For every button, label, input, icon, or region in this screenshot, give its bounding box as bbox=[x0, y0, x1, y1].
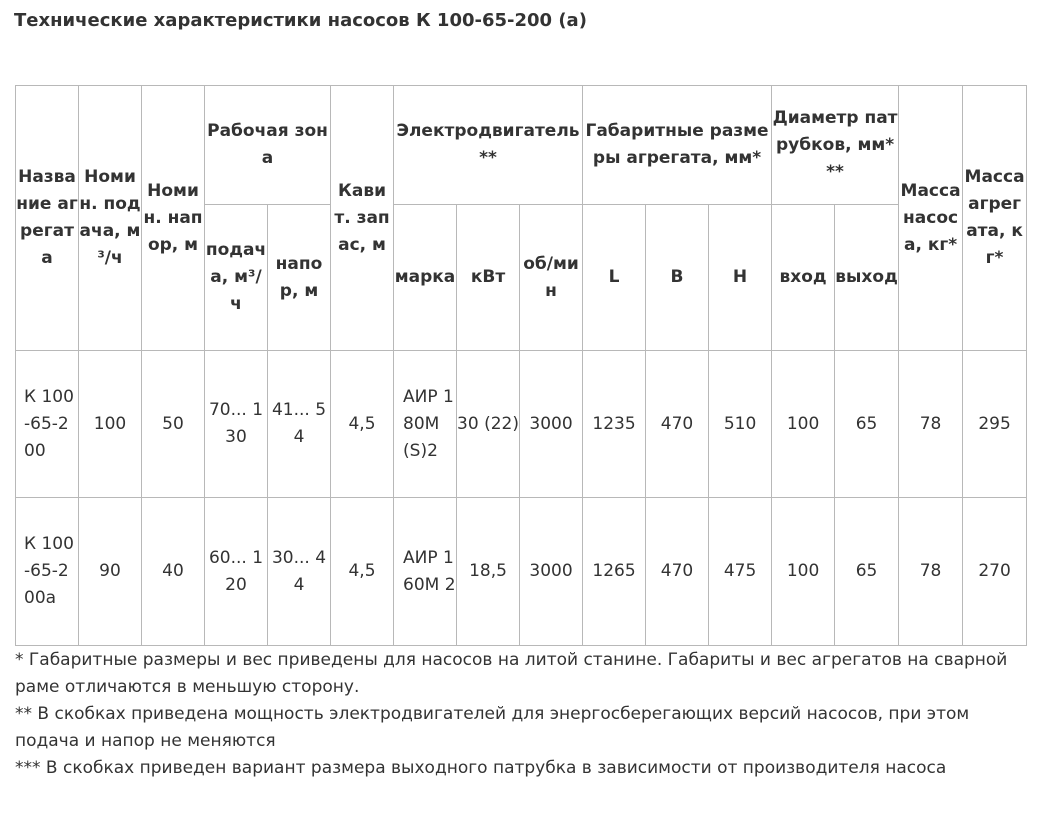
header-dim-b: B bbox=[646, 205, 709, 351]
cell-nom-flow: 100 bbox=[79, 351, 142, 498]
header-motor-brand: марка bbox=[394, 205, 457, 351]
footnote-nozzle-size: *** В скобках приведен вариант размера выходного патрубка в зависимости от производителя насоса bbox=[15, 758, 947, 778]
header-motor: Электродвигатель** bbox=[394, 86, 583, 205]
page-title: Технические характеристики насосов К 100-65-200 (а) bbox=[14, 10, 587, 31]
header-unit-mass: Масса агрегата, кг* bbox=[963, 86, 1027, 351]
table-row bbox=[16, 351, 1027, 498]
cell-nom-head: 50 bbox=[142, 351, 205, 498]
cell-dim-h: 475 bbox=[709, 498, 772, 646]
cell-outlet: 65 bbox=[835, 498, 899, 646]
cell-pump-mass: 78 bbox=[899, 498, 963, 646]
header-nom-flow: Номин. подача, м³/ч bbox=[79, 86, 142, 351]
header-outlet: выход bbox=[835, 205, 899, 351]
header-nom-head: Номин. напор, м bbox=[142, 86, 205, 351]
cell-motor-kw: 18,5 bbox=[457, 498, 520, 646]
cell-name: К 100-65-200 bbox=[16, 351, 79, 498]
header-dims: Габаритные размеры агрегата, мм* bbox=[583, 86, 772, 205]
cell-dim-h: 510 bbox=[709, 351, 772, 498]
header-cavit: Кавит. запас, м bbox=[331, 86, 394, 351]
footnotes bbox=[15, 647, 1015, 782]
header-nozzles: Диаметр патрубков, мм*** bbox=[772, 86, 899, 205]
header-inlet: вход bbox=[772, 205, 835, 351]
header-motor-rpm: об/мин bbox=[520, 205, 583, 351]
cell-inlet: 100 bbox=[772, 498, 835, 646]
header-row-top bbox=[16, 86, 1027, 205]
cell-nom-flow: 90 bbox=[79, 498, 142, 646]
cell-dim-l: 1235 bbox=[583, 351, 646, 498]
footnote-dimensions: * Габаритные размеры и вес приведены для насосов на литой станине. Габариты и вес агрегатов на сварной раме отличаются в меньшую сторону. bbox=[15, 650, 1008, 697]
cell-motor-brand: АИР 180М (S)2 bbox=[394, 351, 457, 498]
header-dim-h: H bbox=[709, 205, 772, 351]
header-zone-head: напор, м bbox=[268, 205, 331, 351]
cell-dim-b: 470 bbox=[646, 351, 709, 498]
table-row bbox=[16, 498, 1027, 646]
specs-table bbox=[15, 85, 1027, 646]
cell-name: К 100-65-200а bbox=[16, 498, 79, 646]
cell-unit-mass: 295 bbox=[963, 351, 1027, 498]
cell-cavit: 4,5 bbox=[331, 498, 394, 646]
cell-cavit: 4,5 bbox=[331, 351, 394, 498]
header-name: Название агрегата bbox=[16, 86, 79, 351]
cell-pump-mass: 78 bbox=[899, 351, 963, 498]
cell-zone-head: 41... 54 bbox=[268, 351, 331, 498]
cell-motor-brand: АИР 160М 2 bbox=[394, 498, 457, 646]
cell-motor-kw: 30 (22) bbox=[457, 351, 520, 498]
cell-motor-rpm: 3000 bbox=[520, 498, 583, 646]
footnote-motor-power: ** В скобках приведена мощность электродвигателей для энергосберегающих версий насосов, при этом подача и напор не меняются bbox=[15, 704, 970, 751]
header-pump-mass: Масса насоса, кг* bbox=[899, 86, 963, 351]
cell-unit-mass: 270 bbox=[963, 498, 1027, 646]
cell-dim-l: 1265 bbox=[583, 498, 646, 646]
cell-zone-flow: 70... 130 bbox=[205, 351, 268, 498]
cell-motor-rpm: 3000 bbox=[520, 351, 583, 498]
cell-zone-head: 30... 44 bbox=[268, 498, 331, 646]
cell-inlet: 100 bbox=[772, 351, 835, 498]
cell-outlet: 65 bbox=[835, 351, 899, 498]
cell-nom-head: 40 bbox=[142, 498, 205, 646]
header-motor-kw: кВт bbox=[457, 205, 520, 351]
header-work-zone: Рабочая зона bbox=[205, 86, 331, 205]
cell-dim-b: 470 bbox=[646, 498, 709, 646]
header-dim-l: L bbox=[583, 205, 646, 351]
header-zone-flow: подача, м³/ч bbox=[205, 205, 268, 351]
cell-zone-flow: 60... 120 bbox=[205, 498, 268, 646]
